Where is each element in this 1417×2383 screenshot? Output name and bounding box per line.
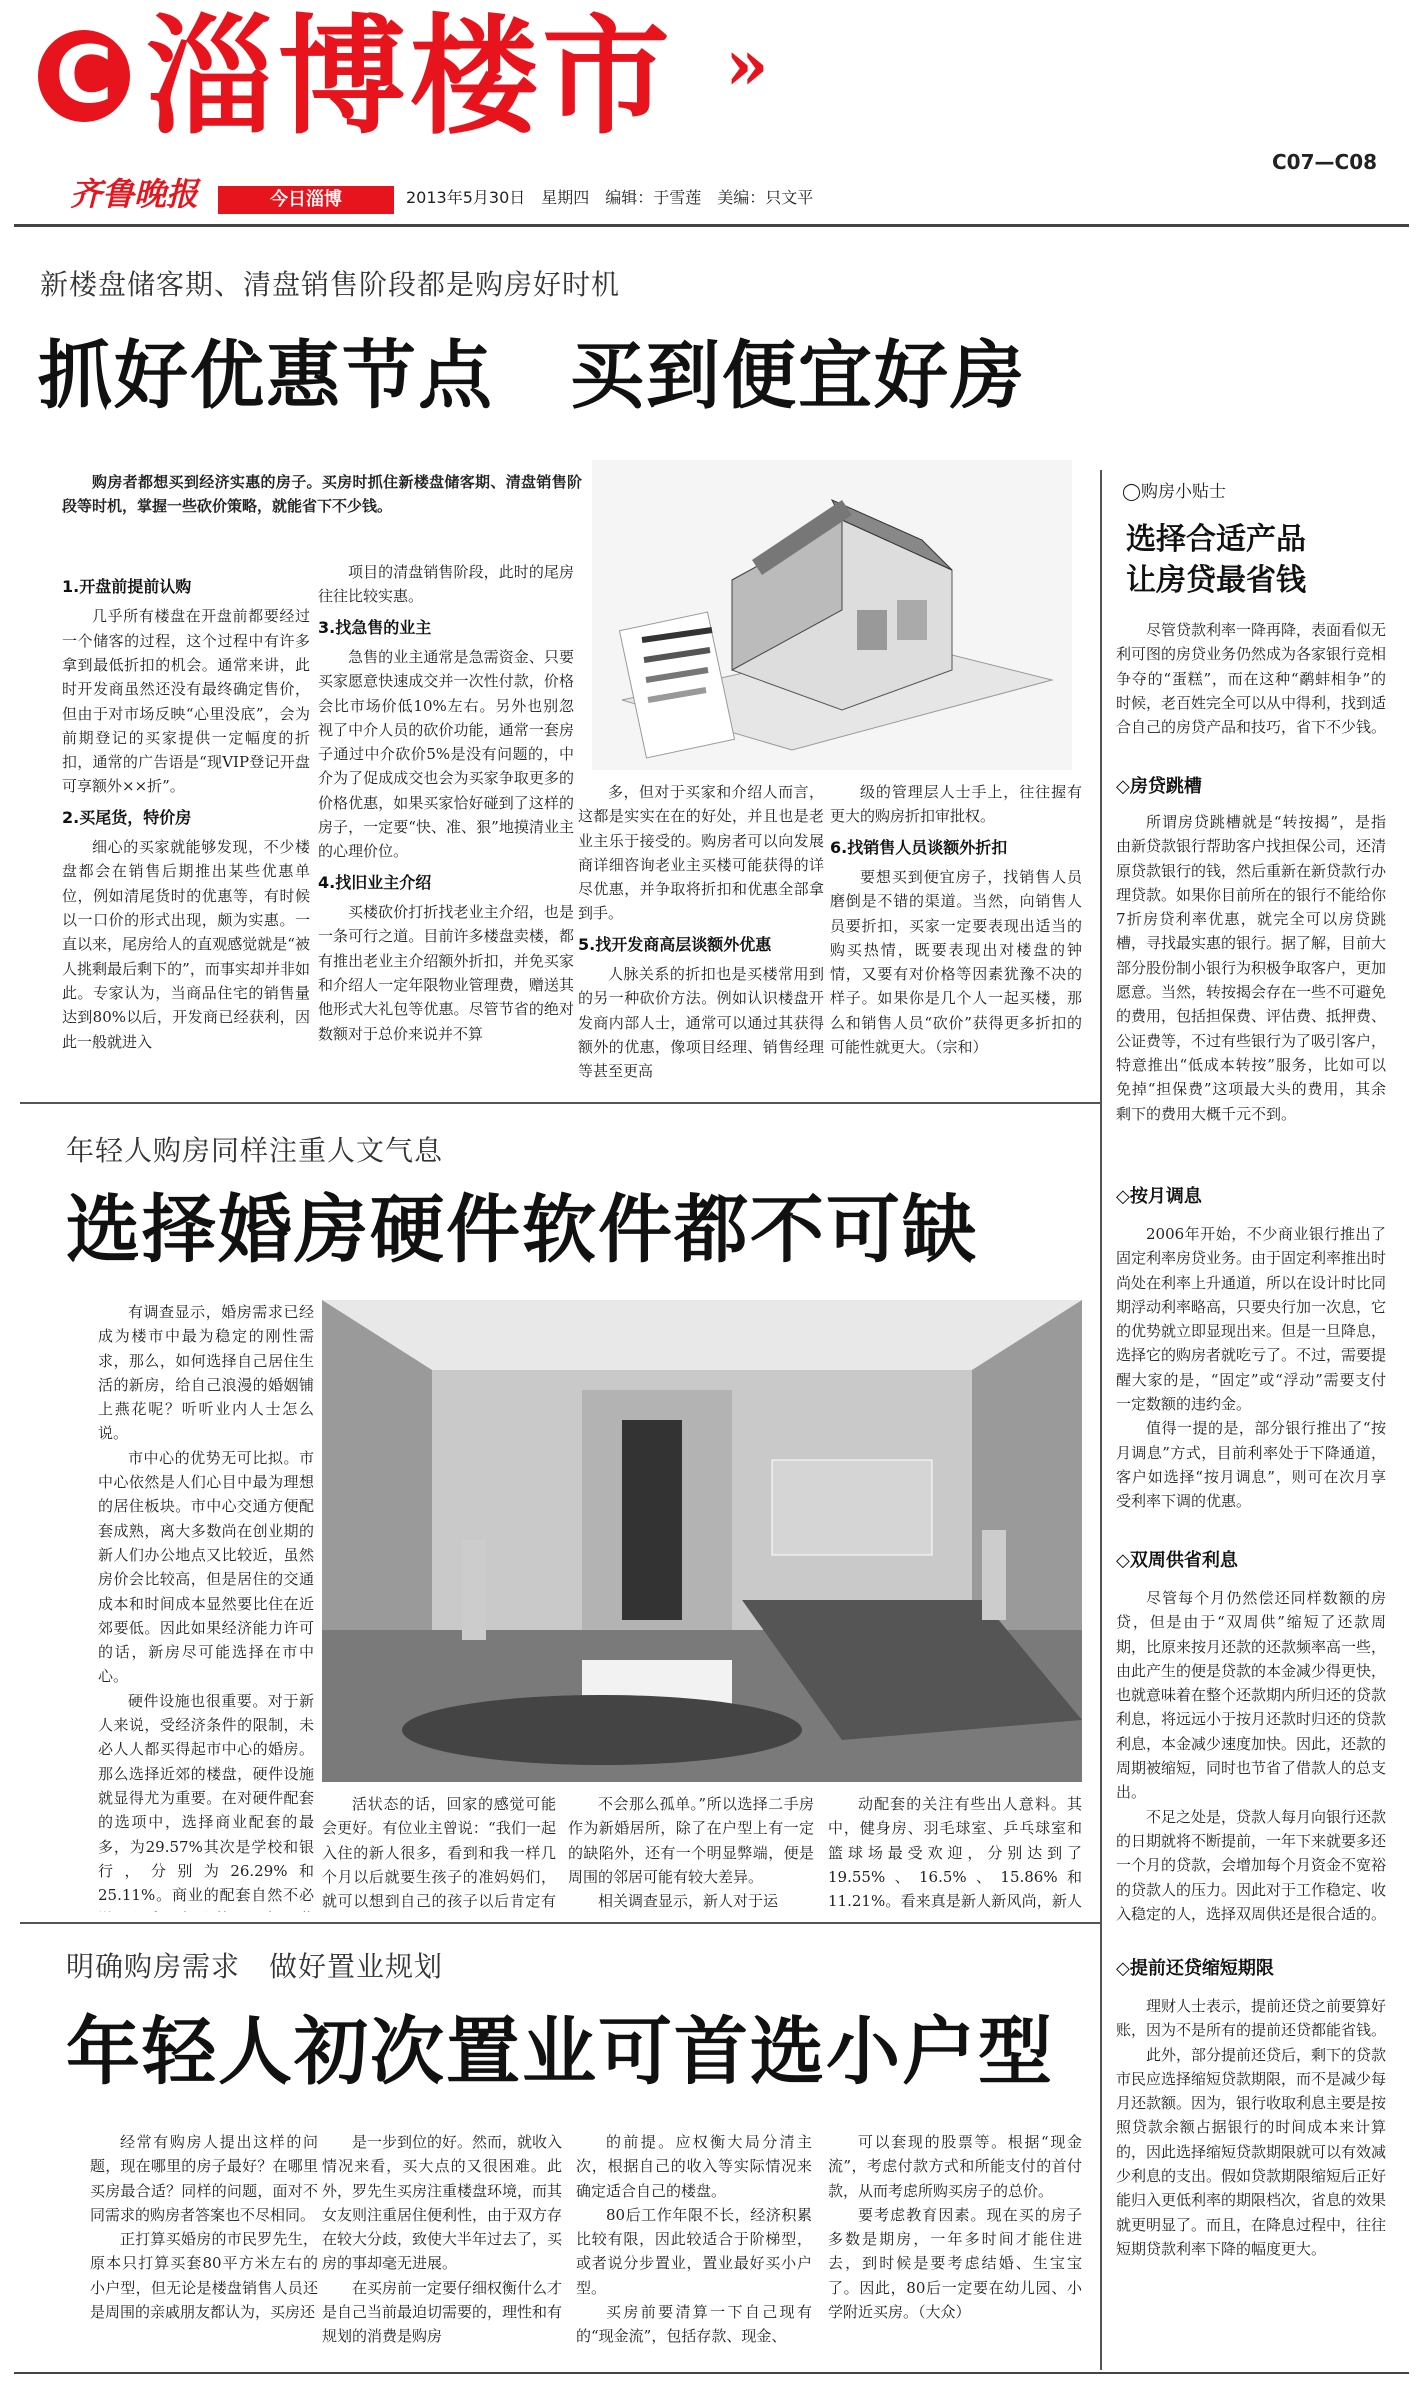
article1-headline: 抓好优惠节点 买到便宜好房 xyxy=(38,333,1026,419)
paragraph: 值得一提的是，部分银行推出了“按月调息”方式，目前利率处于下降通道，客户如选择“按月调息”，则可在次月享受利率下调的优惠。 xyxy=(1116,1419,1386,1511)
sidebar-section-head: ◇提前还贷缩短期限 xyxy=(1116,1958,1274,1979)
sidebar-section-head: ◇房贷跳槽 xyxy=(1116,776,1202,797)
section-tag: 今日淄博 xyxy=(218,186,394,214)
paragraph: 多，但对于买家和介绍人而言，这都是实实在在的好处，并且也是老业主乐于接受的。购房者可以向发展商详细咨询老业主买楼可能获得的详尽优惠，并争取将折扣和优惠全部拿到手。 xyxy=(578,783,824,923)
article3-headline: 年轻人初次置业可首选小户型 xyxy=(66,2009,1054,2095)
article3-column-1 xyxy=(90,2130,318,2370)
paragraph: 动配套的关注有些出人意料。其中，健身房、羽毛球室、乒乓球室和篮球场最受欢迎，分别达到了19.55%、16.5%、15.86%和11.21%。看来真是新人新风尚，新人 xyxy=(828,1795,1082,1911)
paragraph: 细心的买家就能够发现，不少楼盘都会在销售后期推出某些优惠单位，例如清尾货时的优惠等，有时候以一口价的形式出现，颇为实惠。一直以来，尾房给人的直观感觉就是“被人挑剩最后剩下的”，而事实却并非如此。专家认为，当商品住宅的销售量达到80%以后，开发商已经获利，因此一般就进入 xyxy=(62,838,310,1051)
paragraph: 要考虑教育因素。现在买的房子多数是期房，一年多时间才能住进去，到时候是要考虑结婚、生宝宝了。因此，80后一定要在幼儿园、小学附近买房。（大众） xyxy=(828,2205,1082,2322)
paragraph: 正打算买婚房的市民罗先生，原本只打算买套80平方米左右的小户型，但无论是楼盘销售人员还是周围的亲戚朋友都认为，买房还 xyxy=(90,2230,318,2322)
living-room-illustration xyxy=(322,1300,1082,1782)
sidebar-section-body xyxy=(1116,810,1386,1180)
article-divider xyxy=(20,1922,1100,1924)
paragraph: 是一步到位的好。然而，就收入情况来看，买大点的又很困难。此外，罗先生买房注重楼盘环境，而其女友则注重居住便利性，由于双方存在较大分歧，致使大半年过去了，买房的事却毫无进展。 xyxy=(322,2133,562,2273)
sidebar-tag: ◯购房小贴士 xyxy=(1122,482,1227,502)
paragraph: 硬件设施也很重要。对于新人来说，受经济条件的限制，未必人人都买得起市中心的婚房。那么选择近郊的楼盘，硬件设施就显得尤为重要。在对硬件配套的选项中，选择商业配套的最多，为29.57%其次是学校和银行，分别为26.29%和25.11%。商业的配套自然不必 xyxy=(98,1691,314,1905)
subhead: 5.找开发商高层谈额外优惠 xyxy=(578,934,772,954)
article1-kicker: 新楼盘储客期、清盘销售阶段都是购房好时机 xyxy=(40,268,621,301)
paragraph: 买房前要清算一下自己现有的“现金流”，包括存款、现金、 xyxy=(576,2303,812,2346)
page-numbers: C07—C08 xyxy=(1272,150,1378,174)
sidebar-section-head: ◇按月调息 xyxy=(1116,1186,1202,1207)
paragraph: 不足之处是，贷款人每月向银行还款的日期就将不断提前，一年下来就要多还一个月的贷款，会增加每个月资金不宽裕的贷款人的压力。因此对于工作稳定、收入稳定的人，选择双周供还是很合适的。 xyxy=(1116,1807,1386,1923)
subhead: 2.买尾货，特价房 xyxy=(62,807,192,827)
sidebar-intro-text: 尽管贷款利率一降再降，表面看似无利可图的房贷业务仍然成为各家银行竞相争夺的“蛋糕”，而在这种“鹬蚌相争”的时候，老百姓完全可以从中得利，找到适合自己的房贷产品和技巧，省下不少钱。 xyxy=(1116,621,1386,737)
paragraph: 的前提。应权衡大局分清主次，根据自己的收入等实际情况来确定适合自己的楼盘。 xyxy=(576,2133,812,2200)
paragraph: 人脉关系的折扣也是买楼常用到的另一种砍价方法。例如认识楼盘开发商内部人士，通常可以通过其获得额外的优惠，像项目经理、销售经理等甚至更高 xyxy=(578,965,824,1081)
paragraph: 市中心的优势无可比拟。市中心依然是人们心目中最为理想的居住板块。市中心交通方便配套成熟，离大多数尚在创业期的新人们办公地点又比较近，虽然房价会比较高，但是居住的交通成本和时间成本显然要比住在近郊要低。因此如果经济能力许可的话，新房尽可能选择在市中心。 xyxy=(98,1448,314,1686)
paragraph: 80后工作年限不长，经济积累比较有限，因此较适合于阶梯型，或者说分步置业，置业最好买小户型。 xyxy=(576,2205,812,2297)
masthead-title: 淄博楼市 xyxy=(146,3,675,152)
lead-paragraph: 购房者都想买到经济实惠的房子。买房时抓住新楼盘储客期、清盘销售阶段等时机，掌握一些砍价策略，就能省下不少钱。 xyxy=(62,473,582,515)
article2-kicker: 年轻人购房同样注重人文气息 xyxy=(66,1134,444,1167)
byline: （宗和） xyxy=(935,1038,988,1057)
paragraph: 级的管理层人士手上，往往握有更大的购房折扣审批权。 xyxy=(830,783,1082,826)
paragraph: 相关调查显示，新人对于运 xyxy=(598,1892,779,1911)
sidebar-intro xyxy=(1116,618,1386,770)
sidebar-section-body xyxy=(1116,1222,1386,1538)
sidebar-section-body xyxy=(1116,1994,1386,2364)
article2-column-1 xyxy=(98,1300,314,1912)
article3-column-3 xyxy=(576,2130,812,2370)
sidebar-section-body xyxy=(1116,1586,1386,1958)
byline: （大众） xyxy=(918,2303,971,2322)
paragraph: 经常有购房人提出这样的问题，现在哪里的房子最好？在哪里买房最合适？同样的问题，面对不同需求的购房者答案也不尽相同。 xyxy=(90,2133,318,2224)
sidebar-title xyxy=(1126,520,1306,601)
section-logo: C xyxy=(38,30,130,122)
sidebar-title-line-1: 选择合适产品 xyxy=(1126,522,1306,557)
article-divider xyxy=(20,1102,1100,1104)
article1-column-1 xyxy=(62,568,310,1096)
subhead: 6.找销售人员谈额外折扣 xyxy=(830,837,1008,857)
article3-column-2 xyxy=(322,2130,562,2370)
article2-column-4 xyxy=(828,1792,1082,1912)
article3-kicker: 明确购房需求 做好置业规划 xyxy=(66,1950,444,1983)
paragraph: 在买房前一定要仔细权衡什么才是自己当前最迫切需要的，理性和有规划的消费是购房 xyxy=(322,2278,562,2346)
house-model-illustration xyxy=(592,460,1072,770)
article1-column-4 xyxy=(830,780,1082,1096)
paragraph: 可以套现的股票等。根据“现金流”，考虑付款方式和所能支付的首付款，从而考虑所购买房子的总价。 xyxy=(828,2133,1082,2200)
article1-column-2 xyxy=(318,560,574,1096)
date-editor-line: 2013年5月30日 星期四 编辑：于雪莲 美编：只文平 xyxy=(406,188,814,207)
article2-headline: 选择婚房硬件软件都不可缺 xyxy=(66,1187,978,1273)
paragraph: 有调查显示，婚房需求已经成为楼市中最为稳定的刚性需求，那么，如何选择自己居住生活的新房，给自己浪漫的婚姻铺上燕花呢？听听业内人士怎么说。 xyxy=(98,1303,314,1443)
masthead-quote-mark: » xyxy=(725,23,769,106)
paragraph: 活状态的话，回家的感觉可能会更好。有位业主曾说：“我们一起入住的新人很多，看到和我一样几个月以后就要生孩子的准妈妈们，就可以想到自己的孩子以后肯定有 xyxy=(322,1795,556,1911)
paragraph: 买楼砍价打折找老业主介绍，也是一条可行之道。目前许多楼盘卖楼，都有推出老业主介绍额外折扣，并免买家和介绍人一定年限物业管理费，赠送其他形式大礼包等优惠。尽管节省的绝对数额对于总价来说并不算 xyxy=(318,903,574,1043)
paragraph: 2006年开始，不少商业银行推出了固定利率房贷业务。由于固定利率推出时尚处在利率上升通道，所以在设计时比同期浮动利率略高，只要央行加一次息，它的优势就立即显现出来。但是一旦降息，选择它的购房者就吃亏了。不过，需要提醒大家的是，“固定”或“浮动”需要支付一定数额的违约金。 xyxy=(1116,1225,1386,1414)
paragraph: 此外，部分提前还贷后，剩下的贷款市民应选择缩短贷款期限，而不是减少每月还款额。因为，银行收取利息主要是按照贷款余额占据银行的时间成本来计算的，因此选择缩短贷款期限就可以有效减少利息的支出。假如贷款期限缩短后正好能归入更低利率的期限档次，省息的效果就更明显了。而且，在降息过程中，往往短期贷款利率下降的幅度更大。 xyxy=(1116,2045,1386,2258)
sidebar-section-head: ◇双周供省利息 xyxy=(1116,1550,1238,1571)
article1-column-3 xyxy=(578,780,824,1096)
sidebar-divider xyxy=(1100,470,1102,2370)
subhead: 1.开盘前提前认购 xyxy=(62,577,192,596)
article3-column-4 xyxy=(828,2130,1082,2370)
sidebar-title-line-2: 让房贷最省钱 xyxy=(1126,562,1306,598)
newspaper-name: 齐鲁晚报 xyxy=(70,175,199,213)
article2-column-3 xyxy=(568,1792,814,1912)
living-room-image xyxy=(322,1300,1082,1782)
article1-lead xyxy=(62,470,582,518)
paragraph: 所谓房贷跳槽就是“转按揭”，是指由新贷款银行帮助客户找担保公司，还清原贷款银行的钱，然后重新在新贷款行办理贷款。如果你目前所在的银行不能给你7折房贷利率优惠，就完全可以房贷跳槽，寻找最实惠的银行。据了解，目前大部分股份制小银行为积极争取客户，更加愿意。当然，转按揭会存在一些不可避免的费用，包括担保费、评估费、抵押费、公证费等，不过有些银行为了吸引客户，特意推出“低成本转按”服务，比如可以免掉“担保费”这项最大头的费用，其余剩下的费用大概千元不到。 xyxy=(1116,813,1386,1123)
paragraph: 理财人士表示，提前还贷之前要算好账，因为不是所有的提前还贷都能省钱。 xyxy=(1116,1997,1386,2040)
paragraph: 尽管每个月仍然偿还同样数额的房贷，但是由于“双周供”缩短了还款周期，比原来按月还款的还款频率高一些，由此产生的便是贷款的本金减少得更快，也就意味着在整个还款期内所归还的贷款利息，将远远小于按月还款时归还的贷款利息，本金减少速度加快。因此，还款的周期被缩短，同时也节省了借款人的总支出。 xyxy=(1116,1589,1386,1802)
paragraph: 不会那么孤单。”所以选择二手房作为新婚居所，除了在户型上有一定的缺陷外，还有一个明显弊端，便是周围的邻居可能有较大差异。 xyxy=(568,1795,814,1886)
house-model-image xyxy=(592,460,1072,770)
subhead: 4.找旧业主介绍 xyxy=(318,872,432,892)
paragraph: 急售的业主通常是急需资金、只要买家愿意快速成交并一次性付款，价格会比市场价低10%左右。另外也别忽视了中介人员的砍价功能，通常一套房子通过中介砍价5%是没有问题的，中介为了促成成交也会为买家争取更多的价格优惠，如果买家恰好碰到了这样的房子，一定要“快、准、狠”地摸清业主的心理价位。 xyxy=(318,647,574,861)
subhead: 3.找急售的业主 xyxy=(318,617,432,637)
paragraph: 项目的清盘销售阶段，此时的尾房往往比较实惠。 xyxy=(318,563,574,606)
paragraph: 要想买到便宜房子，找销售人员磨倒是不错的渠道。当然，向销售人员要折扣，买家一定要表现出适当的购买热情，既要表现出对楼盘的钟情，又要有对价格等因素犹豫不决的样子。如果你是几个人一起买楼，那么和销售人员“砍价”获得更多折扣的可能性就更大。（宗和） xyxy=(830,867,1082,1057)
paragraph: 几乎所有楼盘在开盘前都要经过一个储客的过程，这个过程中有许多拿到最低折扣的机会。通常来讲，此时开发商虽然还没有最终确定售价，但由于对市场反映“心里没底”，会为前期登记的买家提供一定幅度的折扣，通常的广告语是“现VIP登记开盘可享额外××折”。 xyxy=(62,607,310,796)
article2-column-2 xyxy=(322,1792,556,1912)
